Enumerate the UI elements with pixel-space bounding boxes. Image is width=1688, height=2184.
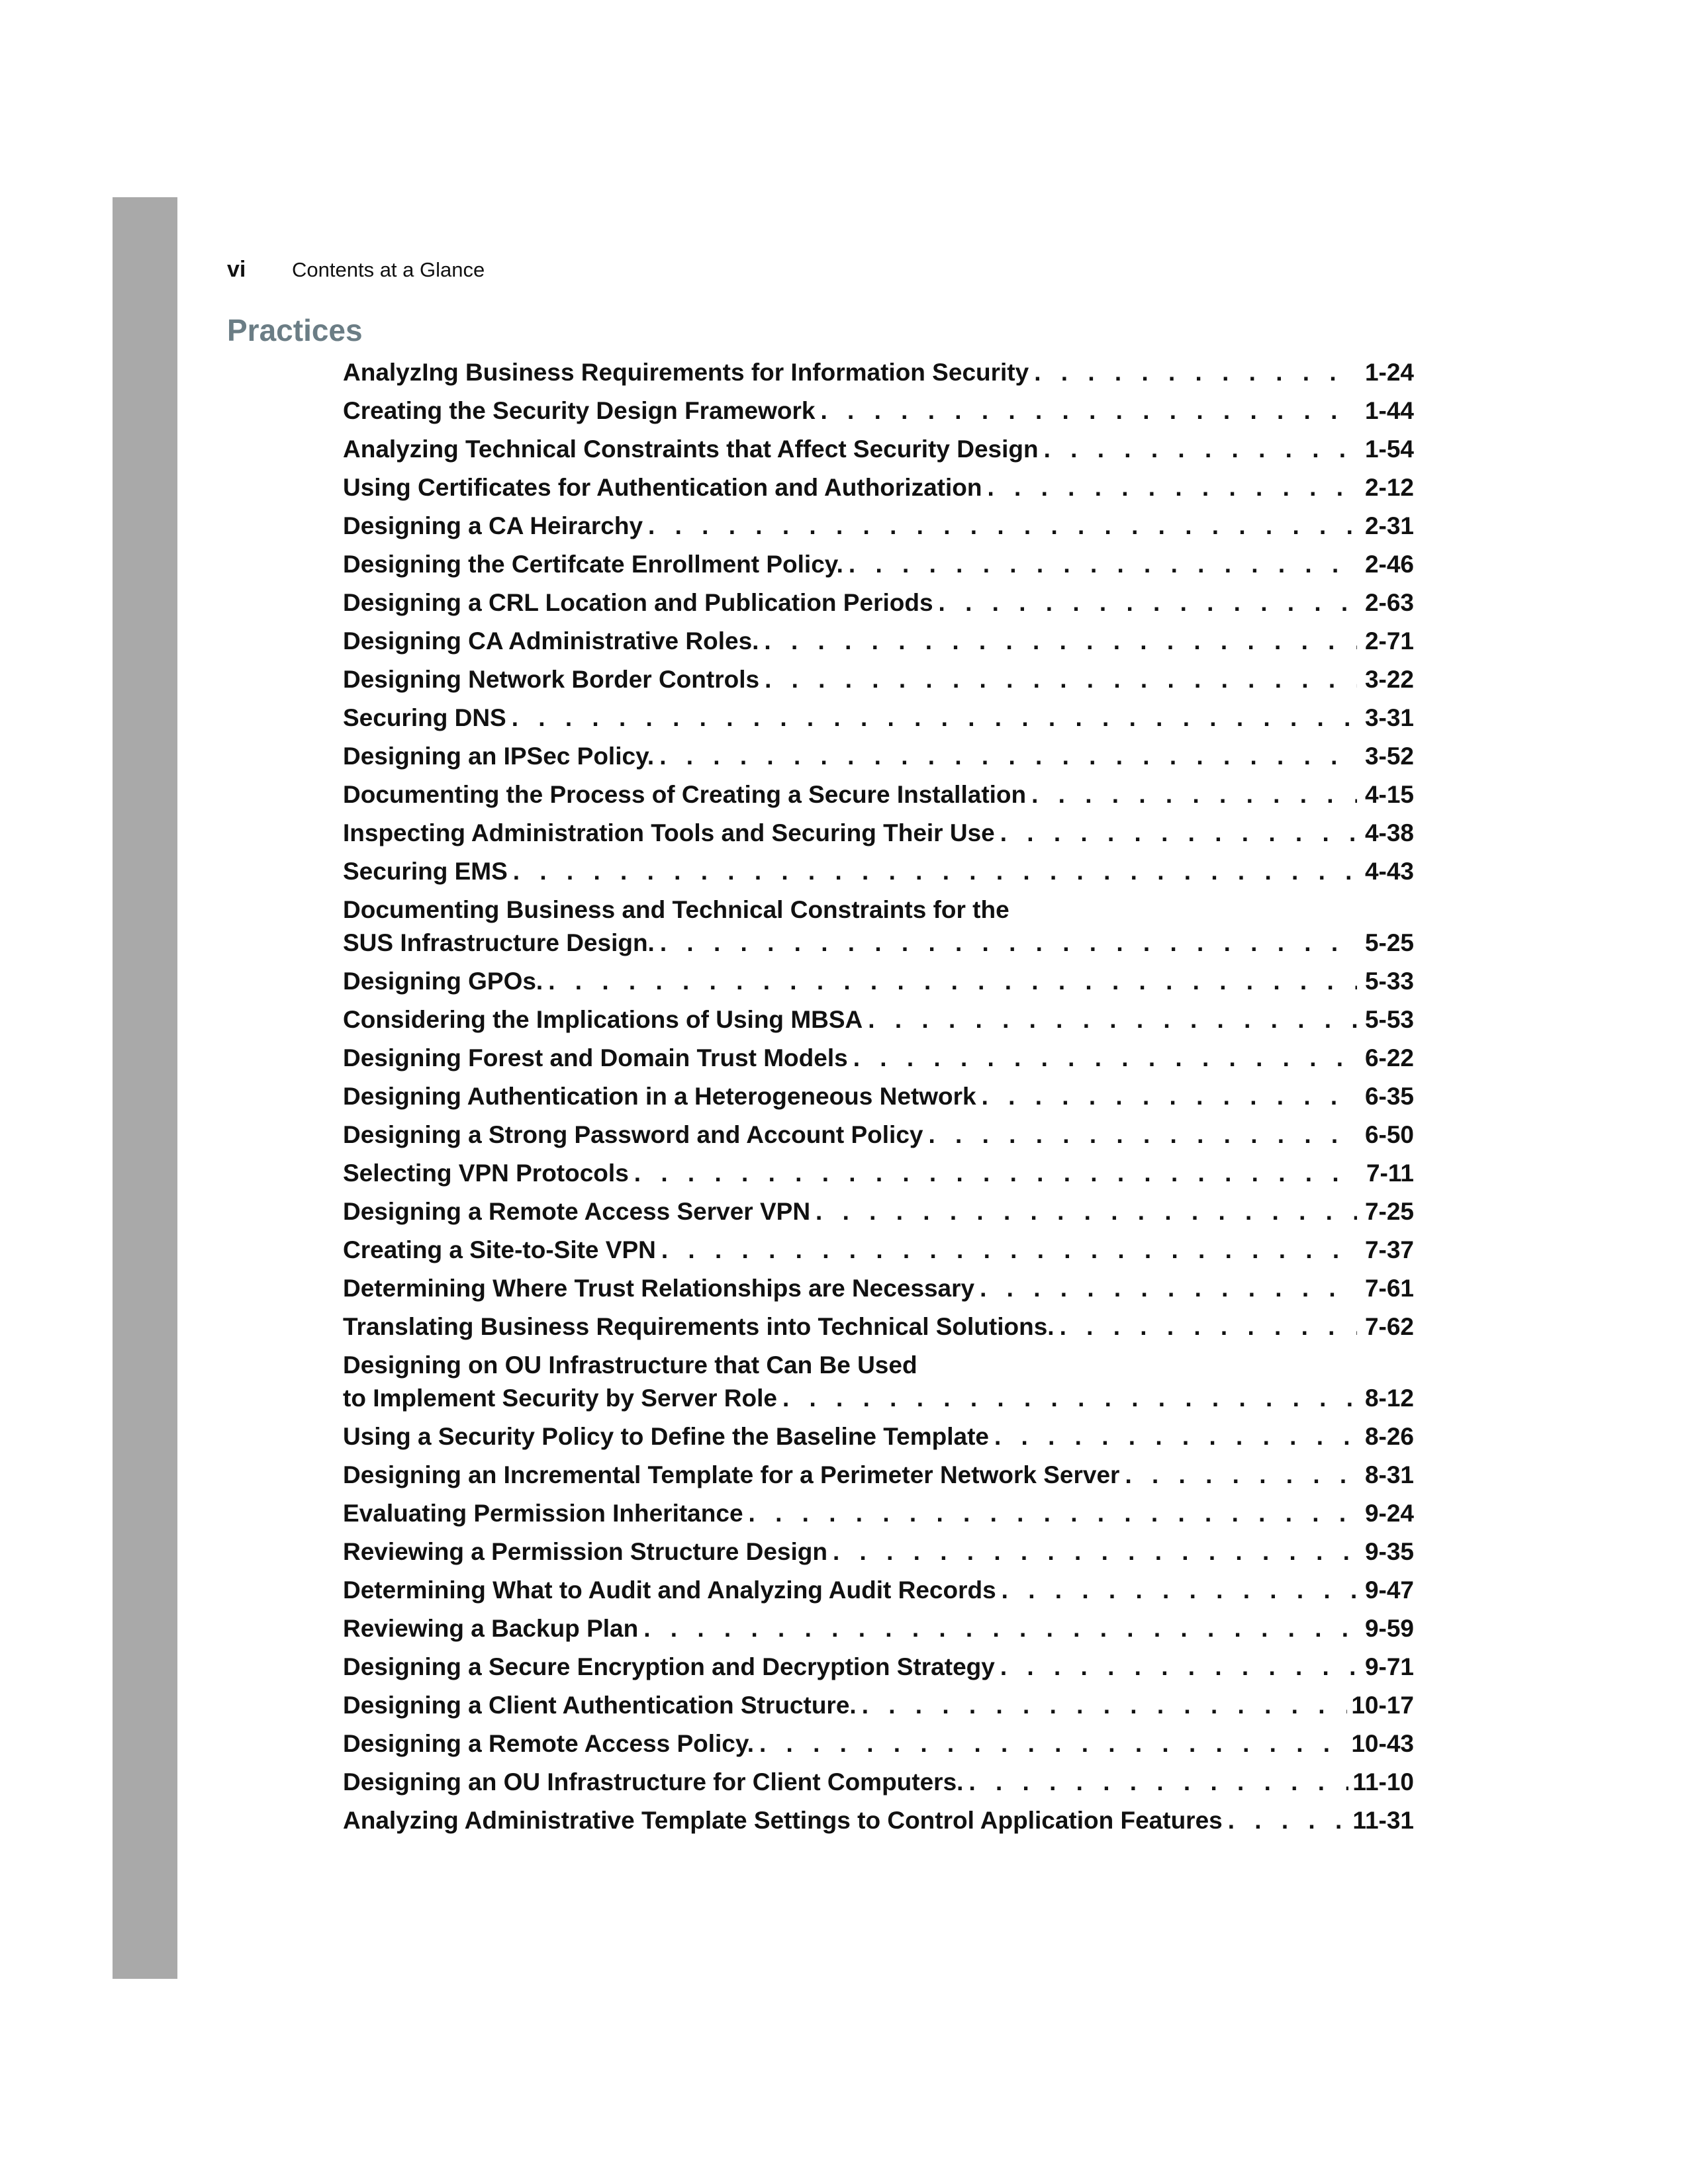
toc-entry-page: 2-46 [1364, 551, 1414, 578]
toc-entry-title: Reviewing a Permission Structure Design [343, 1538, 827, 1565]
dot-leader [982, 471, 1357, 504]
toc-entry[interactable] [343, 1689, 1414, 1722]
dot-leader [963, 1766, 1348, 1799]
dot-leader [995, 1651, 1357, 1684]
toc-entry[interactable] [343, 965, 1414, 998]
toc-entry[interactable] [343, 1420, 1414, 1453]
dot-leader [506, 702, 1357, 735]
toc-entry[interactable] [343, 1080, 1414, 1113]
toc-entry-title: to Implement Security by Server Role [343, 1385, 777, 1412]
toc-entry-page: 7-61 [1364, 1275, 1414, 1302]
dot-leader [843, 548, 1357, 581]
dot-leader [857, 1689, 1348, 1722]
dot-leader [656, 1234, 1357, 1267]
toc-entry-title: Documenting the Process of Creating a Secure Installation [343, 781, 1027, 808]
toc-entry-title: Analyzing Technical Constraints that Affect Security Design [343, 435, 1039, 463]
toc-entry-page: 11-10 [1352, 1768, 1414, 1796]
dot-leader [995, 817, 1357, 850]
toc-entry-title: Considering the Implications of Using MBSA [343, 1006, 863, 1033]
toc-entry-title: Designing an OU Infrastructure for Client Computers. [343, 1768, 964, 1796]
toc-entry[interactable] [343, 817, 1414, 850]
running-header [227, 257, 485, 290]
toc-entry-page: 10-43 [1351, 1730, 1414, 1757]
toc-entry[interactable] [343, 548, 1414, 581]
toc-entry-page: 9-71 [1364, 1653, 1414, 1680]
toc-entry[interactable] [343, 1727, 1414, 1760]
toc-entry[interactable] [343, 1234, 1414, 1267]
toc-entry-page: 1-44 [1364, 397, 1414, 424]
toc-entry[interactable] [343, 1003, 1414, 1036]
running-title: Contents at a Glance [292, 258, 485, 281]
toc-entry[interactable] [343, 1310, 1414, 1343]
dot-leader [777, 1382, 1357, 1415]
toc-entry-title: Designing a Remote Access Server VPN [343, 1198, 811, 1225]
toc-entry-title: Designing Network Border Controls [343, 666, 760, 693]
toc-entry-page: 7-37 [1364, 1236, 1414, 1263]
toc-entry-page: 9-35 [1364, 1538, 1414, 1565]
toc-entry-title: Designing CA Administrative Roles. [343, 627, 759, 655]
toc-entry-title: Determining What to Audit and Analyzing Audit Records [343, 1576, 996, 1604]
toc-entry-title: Designing an Incremental Template for a Perimeter Network Server [343, 1461, 1120, 1488]
toc-entry-page: 6-22 [1364, 1044, 1414, 1071]
toc-entry-page: 7-25 [1364, 1198, 1414, 1225]
toc-entry[interactable] [343, 855, 1414, 888]
dot-leader [810, 1195, 1357, 1228]
toc-entry[interactable] [343, 663, 1414, 696]
toc-entry-page: 11-31 [1352, 1807, 1414, 1834]
toc-entry[interactable] [343, 702, 1414, 735]
toc-entry[interactable] [343, 1651, 1414, 1684]
dot-leader [508, 855, 1357, 888]
dot-leader [643, 510, 1357, 543]
toc-entry-page: 3-22 [1364, 666, 1414, 693]
toc-entry[interactable] [343, 1349, 1414, 1415]
dot-leader [827, 1535, 1357, 1569]
toc-entry-title: Designing Authentication in a Heterogeneous Network [343, 1083, 976, 1110]
dot-leader [629, 1157, 1357, 1190]
dot-leader [655, 927, 1357, 960]
toc-entry[interactable] [343, 893, 1414, 960]
dot-leader [848, 1042, 1357, 1075]
toc-entry-page: 1-24 [1364, 359, 1414, 386]
toc-entry-page: 8-12 [1364, 1385, 1414, 1412]
dot-leader [974, 1272, 1357, 1305]
toc-entry-page: 7-62 [1364, 1313, 1414, 1340]
toc-entry-title: Selecting VPN Protocols [343, 1160, 629, 1187]
dot-leader [1026, 778, 1357, 811]
toc-entry-title: Designing a Client Authentication Structure. [343, 1692, 857, 1719]
toc-entry[interactable] [343, 1157, 1414, 1190]
toc-entry-page: 5-53 [1364, 1006, 1414, 1033]
toc-entry-page: 10-17 [1351, 1692, 1414, 1719]
toc-entry-title: Using Certificates for Authentication and Authorization [343, 474, 982, 501]
toc-entry-page: 7-11 [1366, 1160, 1414, 1187]
toc-entry[interactable] [343, 1042, 1414, 1075]
toc-entry-title: Designing a Secure Encryption and Decryption Strategy [343, 1653, 995, 1680]
toc-entry[interactable] [343, 1535, 1414, 1569]
dot-leader [815, 394, 1357, 428]
section-title: Practices [227, 313, 363, 347]
toc-entry-title: AnalyzIng Business Requirements for Information Security [343, 359, 1029, 386]
dot-leader [759, 625, 1357, 658]
toc-entry-page: 4-15 [1364, 781, 1414, 808]
toc-entry-page: 9-59 [1364, 1615, 1414, 1642]
toc-entry-page: 4-38 [1364, 819, 1414, 846]
toc-list [343, 356, 1414, 1843]
toc-entry[interactable] [343, 1497, 1414, 1530]
toc-entry-page: 3-52 [1364, 743, 1414, 770]
toc-entry-title: Creating the Security Design Framework [343, 397, 816, 424]
dot-leader [754, 1727, 1347, 1760]
toc-entry[interactable] [343, 1804, 1414, 1837]
dot-leader [1055, 1310, 1357, 1343]
dot-leader [1223, 1804, 1349, 1837]
toc-entry[interactable] [343, 1459, 1414, 1492]
dot-leader [923, 1118, 1358, 1152]
dot-leader [759, 663, 1357, 696]
toc-entry-title: Evaluating Permission Inheritance [343, 1500, 743, 1527]
dot-leader [543, 965, 1357, 998]
toc-entry-title-line1: Documenting Business and Technical Constraints for the [343, 896, 1009, 923]
dot-leader [863, 1003, 1357, 1036]
toc-entry[interactable] [343, 1766, 1414, 1799]
toc-entry-title: Designing GPOs. [343, 968, 543, 995]
toc-entry-page: 6-50 [1364, 1121, 1414, 1148]
toc-entry-page: 3-31 [1364, 704, 1414, 731]
toc-entry-title: Designing a CA Heirarchy [343, 512, 643, 539]
toc-entry[interactable] [343, 740, 1414, 773]
toc-entry[interactable] [343, 1612, 1414, 1645]
toc-entry-page: 5-25 [1364, 929, 1414, 956]
toc-entry-title: Securing DNS [343, 704, 506, 731]
toc-entry[interactable] [343, 1574, 1414, 1607]
toc-entry-page: 4-43 [1364, 858, 1414, 885]
toc-entry-page: 6-35 [1364, 1083, 1414, 1110]
dot-leader [996, 1574, 1357, 1607]
toc-entry[interactable] [343, 471, 1414, 504]
toc-entry-title: Creating a Site-to-Site VPN [343, 1236, 656, 1263]
dot-leader [1029, 356, 1357, 389]
toc-entry[interactable] [343, 433, 1414, 466]
toc-entry-page: 5-33 [1364, 968, 1414, 995]
toc-entry-title: Designing a Remote Access Policy. [343, 1730, 754, 1757]
toc-entry-title: Analyzing Administrative Template Settings to Control Application Features [343, 1807, 1223, 1834]
toc-entry-title: Designing a CRL Location and Publication Periods [343, 589, 933, 616]
toc-entry[interactable] [343, 1118, 1414, 1152]
toc-entry-title: Using a Security Policy to Define the Baseline Template [343, 1423, 989, 1450]
toc-entry-page: 1-54 [1364, 435, 1414, 463]
toc-entry-page: 8-31 [1364, 1461, 1414, 1488]
toc-entry[interactable] [343, 394, 1414, 428]
toc-entry-title: Designing Forest and Domain Trust Models [343, 1044, 848, 1071]
dot-leader [654, 740, 1357, 773]
toc-entry-page: 8-26 [1364, 1423, 1414, 1450]
toc-entry-page: 2-12 [1364, 474, 1414, 501]
toc-entry-title: Reviewing a Backup Plan [343, 1615, 639, 1642]
toc-entry-title: Designing a Strong Password and Account Policy [343, 1121, 923, 1148]
dot-leader [743, 1497, 1357, 1530]
dot-leader [933, 586, 1357, 619]
toc-entry-page: 9-24 [1364, 1500, 1414, 1527]
toc-entry-title: SUS Infrastructure Design. [343, 929, 655, 956]
toc-entry-title: Determining Where Trust Relationships are Necessary [343, 1275, 975, 1302]
toc-entry-title: Securing EMS [343, 858, 508, 885]
toc-entry-title: Designing an IPSec Policy. [343, 743, 655, 770]
toc-entry-page: 2-31 [1364, 512, 1414, 539]
toc-entry[interactable] [343, 625, 1414, 658]
dot-leader [989, 1420, 1357, 1453]
toc-entry[interactable] [343, 586, 1414, 619]
dot-leader [1039, 433, 1357, 466]
dot-leader [638, 1612, 1357, 1645]
dot-leader [976, 1080, 1357, 1113]
toc-entry[interactable] [343, 356, 1414, 389]
toc-entry-page: 2-71 [1364, 627, 1414, 655]
toc-entry[interactable] [343, 1272, 1414, 1305]
toc-entry-title: Inspecting Administration Tools and Securing Their Use [343, 819, 995, 846]
toc-entry-page: 2-63 [1364, 589, 1414, 616]
toc-entry[interactable] [343, 510, 1414, 543]
toc-entry-page: 9-47 [1364, 1576, 1414, 1604]
toc-entry-title: Translating Business Requirements into Technical Solutions. [343, 1313, 1055, 1340]
dot-leader [1119, 1459, 1357, 1492]
toc-entry[interactable] [343, 778, 1414, 811]
toc-entry[interactable] [343, 1195, 1414, 1228]
page-number: vi [227, 257, 246, 282]
toc-entry-title-line1: Designing on OU Infrastructure that Can Be Used [343, 1351, 917, 1379]
page-edge-bar [113, 197, 177, 1979]
toc-entry-title: Designing the Certifcate Enrollment Policy. [343, 551, 843, 578]
